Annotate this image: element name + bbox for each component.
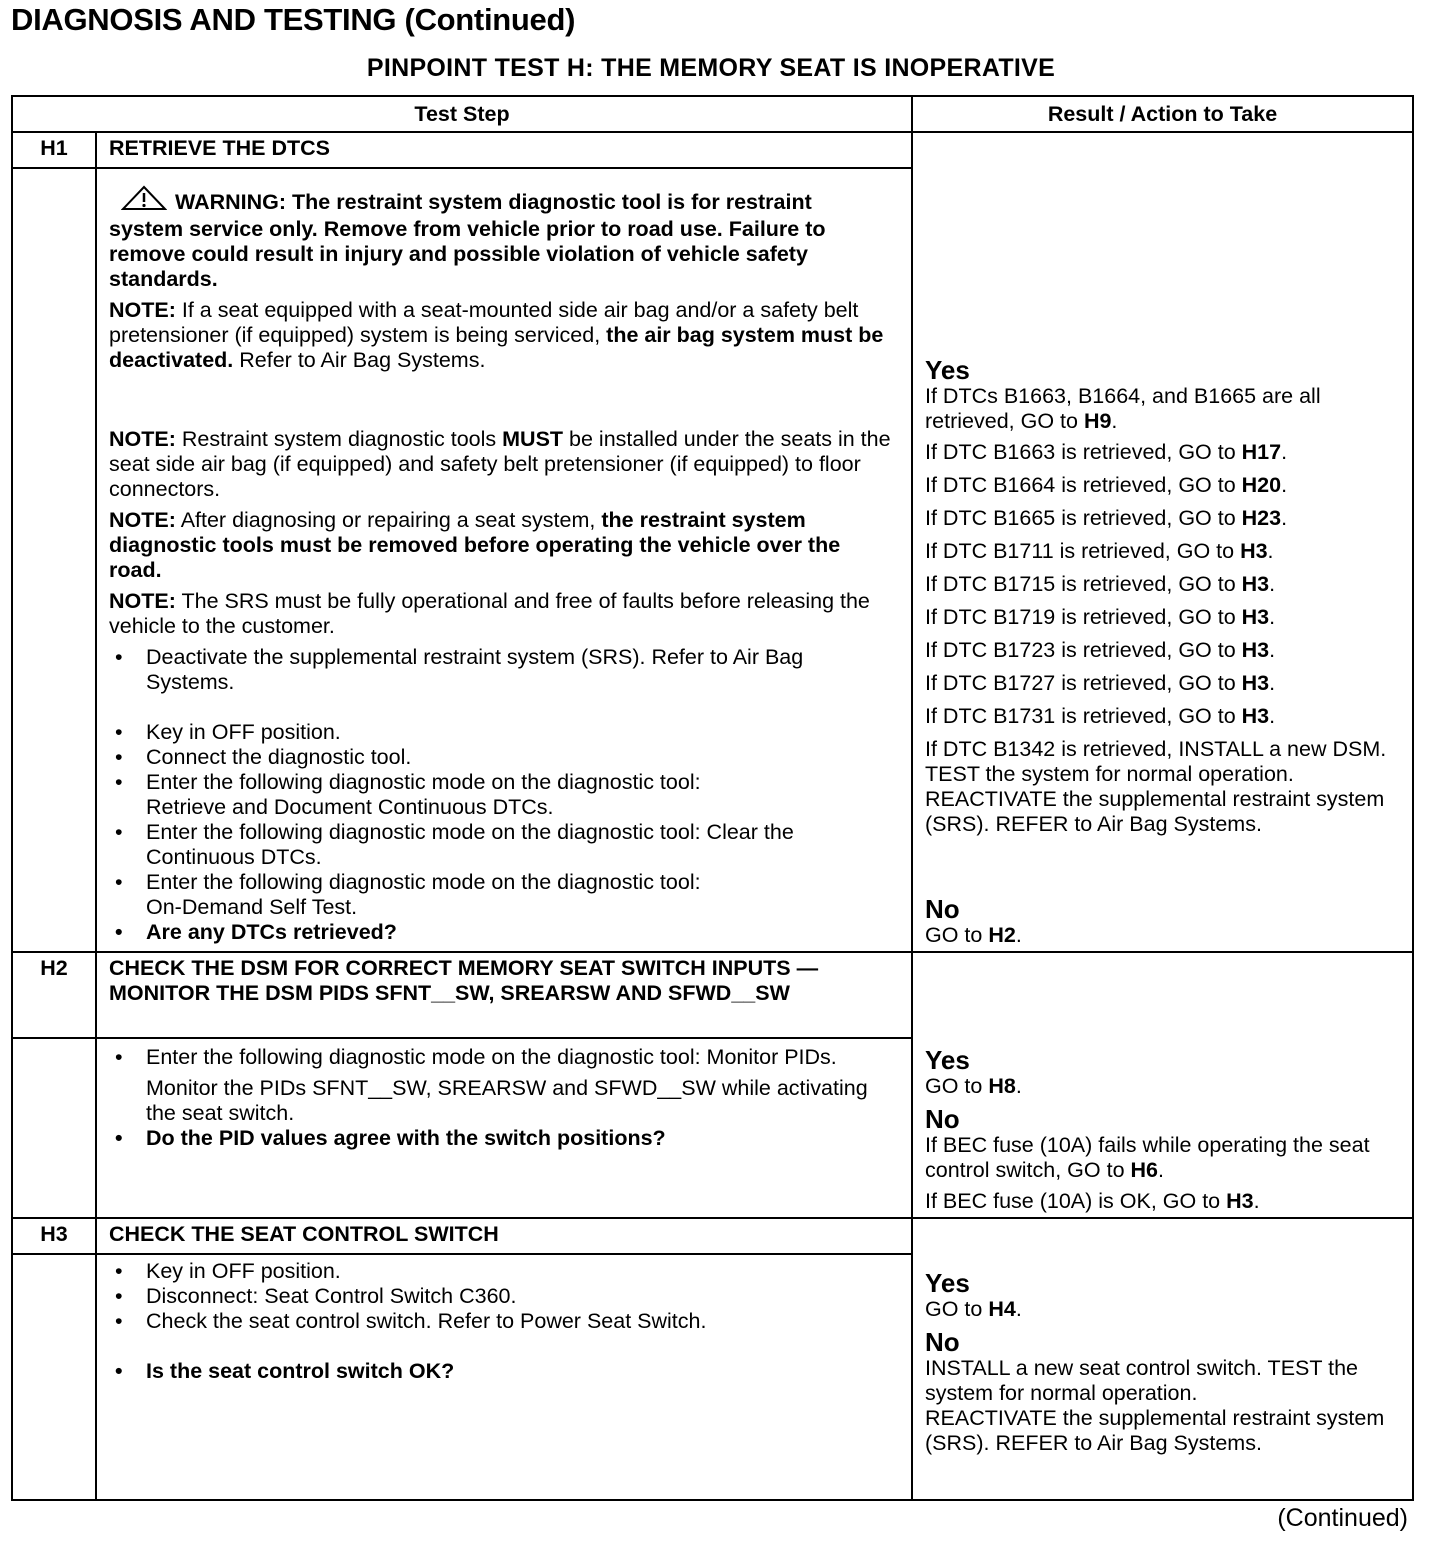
list-item-text: Enter the following diagnostic mode on the diagnostic tool: xyxy=(146,870,701,894)
step-list xyxy=(109,720,891,945)
note-3 xyxy=(109,508,891,583)
no-label: No xyxy=(925,1327,960,1357)
note-text: be installed under the seats in the seat side air bag (if equipped) and safety belt pretensioner (if equipped) to floor connectors. xyxy=(109,427,891,501)
list-item: • Enter the following diagnostic mode on the diagnostic tool: Clear the Continuous DTCs. xyxy=(109,820,891,870)
list-item: • Is the seat control switch OK? xyxy=(109,1359,891,1384)
no-label: No xyxy=(925,1104,960,1134)
result-line: REACTIVATE the supplemental restraint system (SRS). REFER to Air Bag Systems. xyxy=(925,787,1385,836)
step-id-blank xyxy=(12,1038,96,1218)
result-line: If DTC B1663 is retrieved, GO to xyxy=(925,440,1236,464)
list-item: • Check the seat control switch. Refer to Power Seat Switch. xyxy=(109,1309,891,1334)
step-ref: H4 xyxy=(988,1297,1016,1321)
list-item xyxy=(109,770,891,820)
note-4 xyxy=(109,589,891,639)
step-id-h3: H3 xyxy=(12,1218,96,1254)
result-line: GO to xyxy=(925,1074,983,1098)
yes-label: Yes xyxy=(925,355,970,385)
note-emphasis: MUST xyxy=(502,427,564,451)
step-ref: H3 xyxy=(1241,704,1270,728)
result-line: If DTC B1715 is retrieved, GO to xyxy=(925,572,1236,596)
list-item-text: On-Demand Self Test. xyxy=(146,895,358,919)
step-title-h3: CHECK THE SEAT CONTROL SWITCH xyxy=(96,1218,912,1254)
step-ref: H3 xyxy=(1226,1189,1254,1213)
step-list xyxy=(109,1126,891,1151)
list-item: • Deactivate the supplemental restraint system (SRS). Refer to Air Bag Systems. xyxy=(109,645,891,695)
list-item xyxy=(109,870,891,920)
result-line: If DTC B1342 is retrieved, INSTALL a new DSM. TEST the system for normal operation. xyxy=(925,737,1387,786)
step-paragraph: Monitor the PIDs SFNT__SW, SREARSW and SFWD__SW while activating the seat switch. xyxy=(146,1076,868,1125)
step-list xyxy=(109,645,891,695)
step-id-h2: H2 xyxy=(12,952,96,1038)
step-ref: H6 xyxy=(1130,1158,1159,1182)
note-label: NOTE: xyxy=(109,298,176,322)
note-label: NOTE: xyxy=(109,508,176,532)
note-text: Refer to Air Bag Systems. xyxy=(239,348,486,372)
result-line: GO to xyxy=(925,923,983,947)
note-text: Restraint system diagnostic tools xyxy=(181,427,497,451)
step-ref: H2 xyxy=(988,923,1016,947)
result-line: If BEC fuse (10A) fails while operating the seat control switch, GO to xyxy=(925,1133,1370,1182)
list-item: • Do the PID values agree with the switch positions? xyxy=(109,1126,891,1151)
list-item: • Disconnect: Seat Control Switch C360. xyxy=(109,1284,891,1309)
pinpoint-test-title: PINPOINT TEST H: THE MEMORY SEAT IS INOPERATIVE xyxy=(366,54,1056,82)
step-body-h3 xyxy=(96,1254,912,1500)
result-line: GO to xyxy=(925,1297,983,1321)
step-body-h1 xyxy=(96,168,912,952)
step-ref: H3 xyxy=(1240,539,1268,563)
result-line: INSTALL a new seat control switch. TEST the system for normal operation. xyxy=(925,1356,1358,1405)
no-label: No xyxy=(925,894,960,924)
note-emphasis: the air bag system must be deactivated. xyxy=(109,323,884,372)
note-2 xyxy=(109,427,891,502)
result-line: If DTC B1731 is retrieved, GO to xyxy=(925,704,1236,728)
yes-label: Yes xyxy=(925,1045,970,1075)
note-label: NOTE: xyxy=(109,427,176,451)
step-id-h1: H1 xyxy=(12,132,96,168)
result-line: If DTC B1723 is retrieved, GO to xyxy=(925,638,1236,662)
warning-text: WARNING: The restraint system diagnostic tool is for restraint system service only. Remove from vehicle prior to road use. Failure to remove could result in injury and possible violation of vehicle safety standards. xyxy=(109,190,826,291)
step-ref: H8 xyxy=(988,1074,1016,1098)
step-ref: H3 xyxy=(1241,671,1270,695)
warning-triangle-icon xyxy=(121,185,167,217)
list-item: • Key in OFF position. xyxy=(109,720,891,745)
pinpoint-test-table xyxy=(11,95,1414,1501)
note-1 xyxy=(109,298,891,373)
step-ref: H23 xyxy=(1241,506,1282,530)
list-item: • Are any DTCs retrieved? xyxy=(109,920,891,945)
result-line: If DTC B1665 is retrieved, GO to xyxy=(925,506,1236,530)
step-ref: H3 xyxy=(1241,605,1270,629)
step-title-h1: RETRIEVE THE DTCS xyxy=(96,132,912,168)
warning-block xyxy=(109,185,891,292)
step-ref: H9 xyxy=(1083,409,1112,433)
step-body-h2 xyxy=(96,1038,912,1218)
step-id-blank xyxy=(12,1254,96,1500)
step-ref: H3 xyxy=(1241,638,1270,662)
note-text: The SRS must be fully operational and free of faults before releasing the vehicle to the customer. xyxy=(109,589,870,638)
result-line: If DTCs B1663, B1664, and B1665 are all retrieved, GO to xyxy=(925,384,1321,433)
note-text: If a seat equipped with a seat-mounted side air bag and/or a safety belt pretensioner (if equipped) system is being serviced, xyxy=(109,298,859,347)
note-label: NOTE: xyxy=(109,589,176,613)
result-h1: Yes If DTCs B1663, B1664, and B1665 are all retrieved, GO to H9. If DTC B1663 is retrieved, GO to H17. If DTC B1664 is retrieved, GO to H20. If DTC B1665 is retrieved, GO to H23. If DTC B1711 is retrieved, GO to H3. If DTC B1715 is retrieved, GO to H3. If DTC B1719 is retrieved, GO to H3. If DTC B1723 is retrieved, GO to H3. If DTC B1727 is retrieved, GO to H3. If DTC B1731 is retrieved, GO to H3. If DTC B1342 is retrieved, INSTALL a new DSM. TEST the system for normal operation. REACTIVATE the supplemental restraint system (SRS). REFER to Air Bag Systems. No GO to H2. xyxy=(912,132,1413,952)
yes-label: Yes xyxy=(925,1268,970,1298)
step-ref: H17 xyxy=(1241,440,1282,464)
step-list xyxy=(109,1359,891,1384)
test-step-header: Test Step xyxy=(12,96,912,132)
step-list xyxy=(109,1259,891,1334)
step-id-blank xyxy=(12,168,96,952)
step-list xyxy=(109,1045,891,1070)
step-ref: H3 xyxy=(1241,572,1270,596)
note-emphasis: the restraint system diagnostic tools must be removed before operating the vehicle over the road. xyxy=(109,508,841,582)
list-item: • Enter the following diagnostic mode on the diagnostic tool: Monitor PIDs. xyxy=(109,1045,891,1070)
list-item-text: Enter the following diagnostic mode on the diagnostic tool: xyxy=(146,770,701,794)
result-header: Result / Action to Take xyxy=(912,96,1413,132)
step-ref: H20 xyxy=(1241,473,1282,497)
result-h3: Yes GO to H4. No INSTALL a new seat control switch. TEST the system for normal operation. REACTIVATE the supplemental restraint system (SRS). REFER to Air Bag Systems. xyxy=(912,1218,1413,1500)
list-item: • Key in OFF position. xyxy=(109,1259,891,1284)
result-line: REACTIVATE the supplemental restraint system (SRS). REFER to Air Bag Systems. xyxy=(925,1406,1385,1455)
result-line: If DTC B1711 is retrieved, GO to xyxy=(925,539,1235,563)
note-text: After diagnosing or repairing a seat system, xyxy=(180,508,596,532)
result-line: If BEC fuse (10A) is OK, GO to xyxy=(925,1189,1221,1213)
step-title-h2: CHECK THE DSM FOR CORRECT MEMORY SEAT SWITCH INPUTS — MONITOR THE DSM PIDS SFNT__SW, SREARSW AND SFWD__SW xyxy=(96,952,912,1038)
list-item: • Connect the diagnostic tool. xyxy=(109,745,891,770)
result-line: If DTC B1719 is retrieved, GO to xyxy=(925,605,1236,629)
list-item-text: Retrieve and Document Continuous DTCs. xyxy=(146,795,554,819)
continued-label: (Continued) xyxy=(1277,1504,1408,1532)
result-line: If DTC B1664 is retrieved, GO to xyxy=(925,473,1236,497)
result-line: If DTC B1727 is retrieved, GO to xyxy=(925,671,1236,695)
result-h2: Yes GO to H8. No If BEC fuse (10A) fails while operating the seat control switch, GO to H6. If BEC fuse (10A) is OK, GO to H3. xyxy=(912,952,1413,1218)
page-header: DIAGNOSIS AND TESTING (Continued) xyxy=(11,2,576,37)
